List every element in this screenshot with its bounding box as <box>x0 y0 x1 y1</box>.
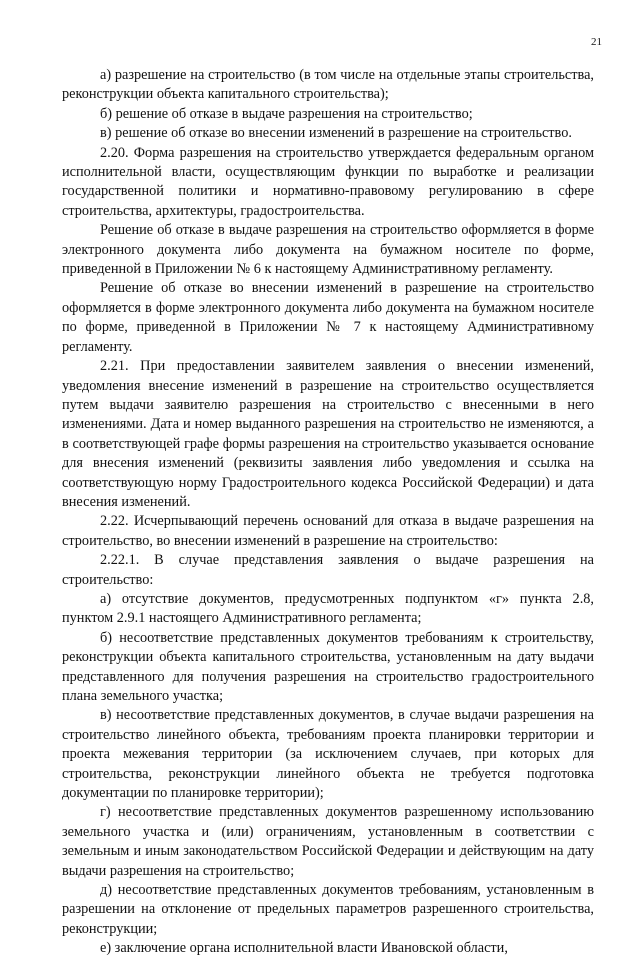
paragraph: г) несоответствие представленных документов разрешенному использованию земельного участка и (или) ограничениям, установленным в соответствии с земельным и иным законодательством Российской Федерации и действующим на дату выдачи разрешения на строительство; <box>62 804 594 879</box>
paragraph: в) решение об отказе во внесении изменений в разрешение на строительство. <box>100 125 572 142</box>
paragraph: е) заключение органа исполнительной власти Ивановской области, <box>100 940 508 957</box>
paragraph: Решение об отказе во внесении изменений в разрешение на строительство оформляется в форме электронного документа либо документа на бумажном носителе по форме, приведенной в Приложении № 7 к настоящему Административному регламенту. <box>62 280 594 355</box>
paragraph: а) разрешение на строительство (в том числе на отдельные этапы строительства, реконструкции объекта капитального строительства); <box>62 67 594 103</box>
paragraph: 2.22. Исчерпывающий перечень оснований для отказа в выдаче разрешения на строительство, во внесении изменений в разрешение на строительство: <box>62 513 594 549</box>
paragraph: в) несоответствие представленных документов, в случае выдачи разрешения на строительство линейного объекта, требованиям проекта планировки территории и проекта межевания территории (за исключением случаев, при которых для строительства, реконструкции линейного объекта не требуется подготовка документации по планировке территории); <box>62 707 594 802</box>
paragraph: 2.22.1. В случае представления заявления о выдаче разрешения на строительство: <box>62 552 594 588</box>
paragraph: д) несоответствие представленных документов требованиям, установленным в разрешении на отклонение от предельных параметров разрешенного строительства, реконструкции; <box>62 882 594 937</box>
paragraph: а) отсутствие документов, предусмотренных подпунктом «г» пункта 2.8, пунктом 2.9.1 настоящего Административного регламента; <box>62 590 594 627</box>
document-body <box>62 66 594 959</box>
paragraph: б) несоответствие представленных документов требованиям к строительству, реконструкции объекта капитального строительства, установленным на дату выдачи представленного для получения разрешения на строительство градостроительного плана земельного участка; <box>62 629 594 704</box>
paragraph: Решение об отказе в выдаче разрешения на строительство оформляется в форме электронного документа либо документа на бумажном носителе по форме, приведенной в Приложении № 6 к настоящему Административному регламенту. <box>62 222 594 278</box>
paragraph: б) решение об отказе в выдаче разрешения на строительство; <box>100 105 473 122</box>
paragraph: 2.20. Форма разрешения на строительство утверждается федеральным органом исполнительной власти, осуществляющим функции по выработке и реализации государственной политики и нормативно-правовому регулированию в сфере строительства, архитектуры, градостроительства. <box>62 144 594 219</box>
page-number: 21 <box>591 36 602 48</box>
paragraph: 2.21. При предоставлении заявителем заявления о внесении изменений, уведомления внесение изменений в разрешение на строительство осуществляется путем выдачи заявителю разрешения на строительство с внесенными в него изменениями. Дата и номер выданного разрешения на строительство не изменяются, а в соответствующей графе формы разрешения на строительство указывается основание для внесения изменений (реквизиты заявления либо уведомления и ссылка на соответствующую норму Градостроительного кодекса Российской Федерации) и дата внесения изменений. <box>62 358 594 510</box>
